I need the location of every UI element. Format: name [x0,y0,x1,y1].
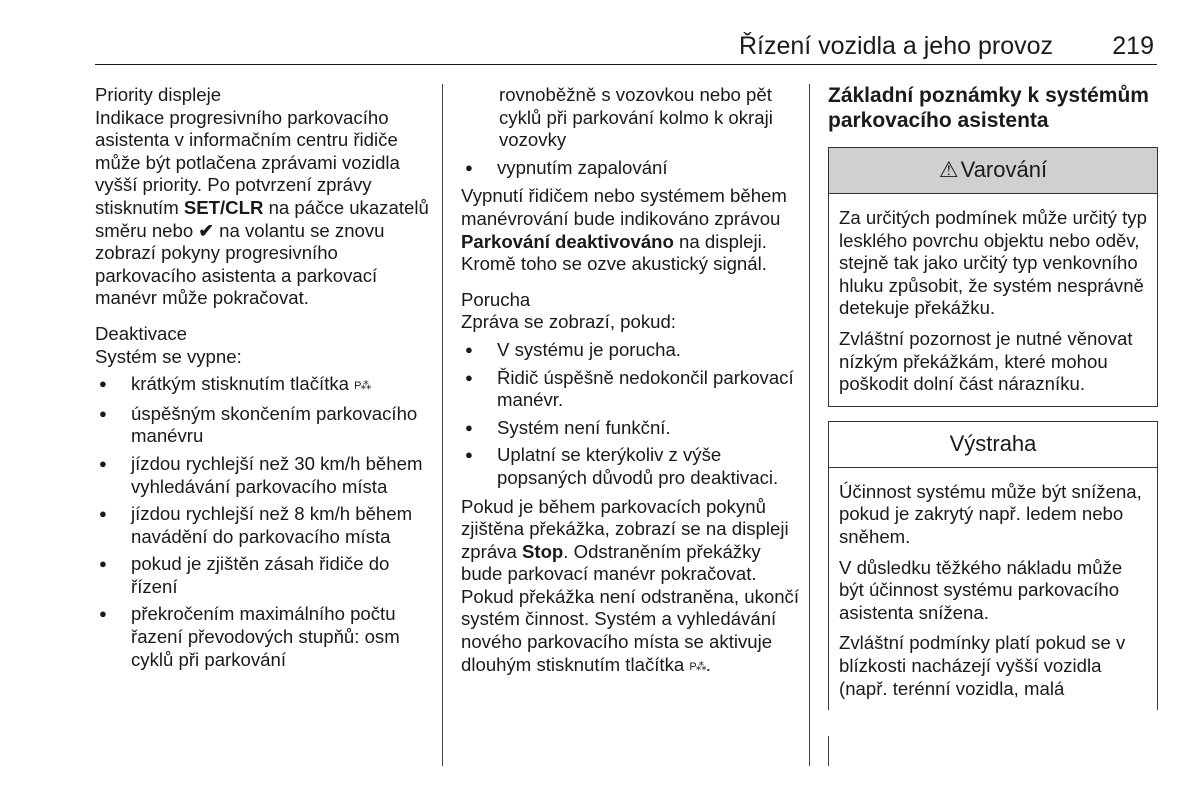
section-heading: Základní poznámky k systémům parkovacího asistenta [828,84,1149,132]
fault-heading: Porucha [461,288,531,310]
deact-msg-text-1: Vypnutí řidičem nebo systémem během manévrování bude indikováno zprávou [461,185,787,229]
list-item: ● Řidič úspěšně nedokončil parkovací manévr. [461,367,799,412]
priority-text-1: Indikace progresivního parkovacího asistenta v informačním centru řidiče může být potlačena zprávami vozidla vyšší priority. Po potvrzení zprávy stisknutím [95,106,400,218]
warning-box-header [829,148,1157,194]
checkmark-icon: ✔ [198,219,214,241]
fault-intro: Zpráva se zobrazí, pokud: [461,311,676,333]
obstacle-paragraph [461,496,799,679]
list-item: ● jízdou rychlejší než 8 km/h během navádění do parkovacího místa [95,503,430,548]
caution-text-2: V důsledku těžkého nákladu může být účinnost systému parkovacího asistenta snížena. [839,556,1123,623]
deactivation-list-cont [461,157,799,180]
priority-text-3: na volantu se znovu zobrazí pokyny progresivního parkovacího asistenta a parkovací manévr může pokračovat. [95,219,385,309]
column-divider-1 [442,84,443,766]
caution-box-header [829,422,1157,468]
priority-text-2: na páčce ukazatelů směru nebo [95,196,429,241]
deactivation-heading: Deaktivace [95,322,187,344]
warning-triangle-icon: ⚠ [938,157,959,183]
caution-text-1: Účinnost systému může být snížena, pokud je zakrytý např. ledem nebo sněhem. [839,480,1142,547]
list-item: ● Uplatní se kterýkoliv z výše popsaných důvodů pro deaktivaci. [461,444,799,489]
chapter-title: Řízení vozidla a jeho provoz [738,32,1053,60]
stop-label: Stop [521,540,564,562]
column-2 [461,84,799,678]
obstacle-text-end: . [705,653,711,675]
warning-title: Varování [960,157,1048,183]
list-item-text: krátkým stisknutím tlačítka [131,373,355,395]
list-item: ● Systém není funkční. [461,417,799,440]
parking-deactivated-label: Parkování deaktivováno [461,230,674,252]
deact-msg-text-2: na displeji. Kromě toho se ozve akustický signál. [461,230,767,275]
priority-paragraph [95,107,430,310]
list-item: ● pokud je zjištěn zásah řidiče do řízení [95,553,430,598]
priority-heading: Priority displeje [95,84,222,105]
deactivation-message [461,185,799,275]
column-1 [95,84,430,671]
list-item: ● vypnutím zapalování [461,157,799,180]
warning-text-1: Za určitých podmínek může určitý typ lesklého povrchu objektu nebo oděv, stejně tak jako určitý typ venkovního hluku způsobit, že systém nesprávně detekuje překážku. [839,207,1147,319]
page-number: 219 [1112,32,1154,60]
obstacle-text-2: . Odstraněním překážky bude parkovací manévr pokračovat. Pokud překážka není odstraněna, ukončí systém činnost. Systém a vyhledávání nového parkovacího místa se aktivuje dlouhým stisknutím tlačítka [461,540,800,675]
list-item: ● překročením maximálního počtu řazení převodových stupňů: osm cyklů při parkování [95,603,430,671]
fault-list [461,339,799,490]
list-item: ● jízdou rychlejší než 30 km/h během vyhledávání parkovacího místa [95,453,430,498]
caution-box [828,421,1158,710]
park-assist-icon: P⁂ [354,380,371,393]
column-divider-3 [828,736,829,766]
column-divider-2 [809,84,810,766]
page-header [95,30,1157,65]
column-3 [828,84,1158,710]
list-item: ● V systému je porucha. [461,339,799,362]
list-item: ● úspěšným skončením parkovacího manévru [95,403,430,448]
obstacle-text-1: Pokud je během parkovacích pokynů zjištěna překážka, zobrazí se na displeji zpráva [461,495,789,562]
caution-title: Výstraha [949,430,1037,456]
set-clr-label: SET/CLR [183,196,264,218]
deactivation-intro: Systém se vypne: [95,345,242,367]
continued-list-text: rovnoběžně s vozovkou nebo pět cyklů při parkování kolmo k okraji vozovky [499,84,773,151]
warning-box-body [829,194,1157,406]
deactivation-list [95,373,430,671]
park-assist-icon: P⁂ [689,660,706,673]
list-item [95,373,430,398]
warning-box [828,147,1158,407]
warning-text-2: Zvláštní pozornost je nutné věnovat nízkým překážkám, které mohou poškodit dolní část nárazníku. [839,327,1133,395]
caution-box-body [829,468,1157,710]
caution-text-3: Zvláštní podmínky platí pokud se v blízkosti nacházejí vyšší vozidla (např. terénní vozidla, malá [839,632,1126,699]
